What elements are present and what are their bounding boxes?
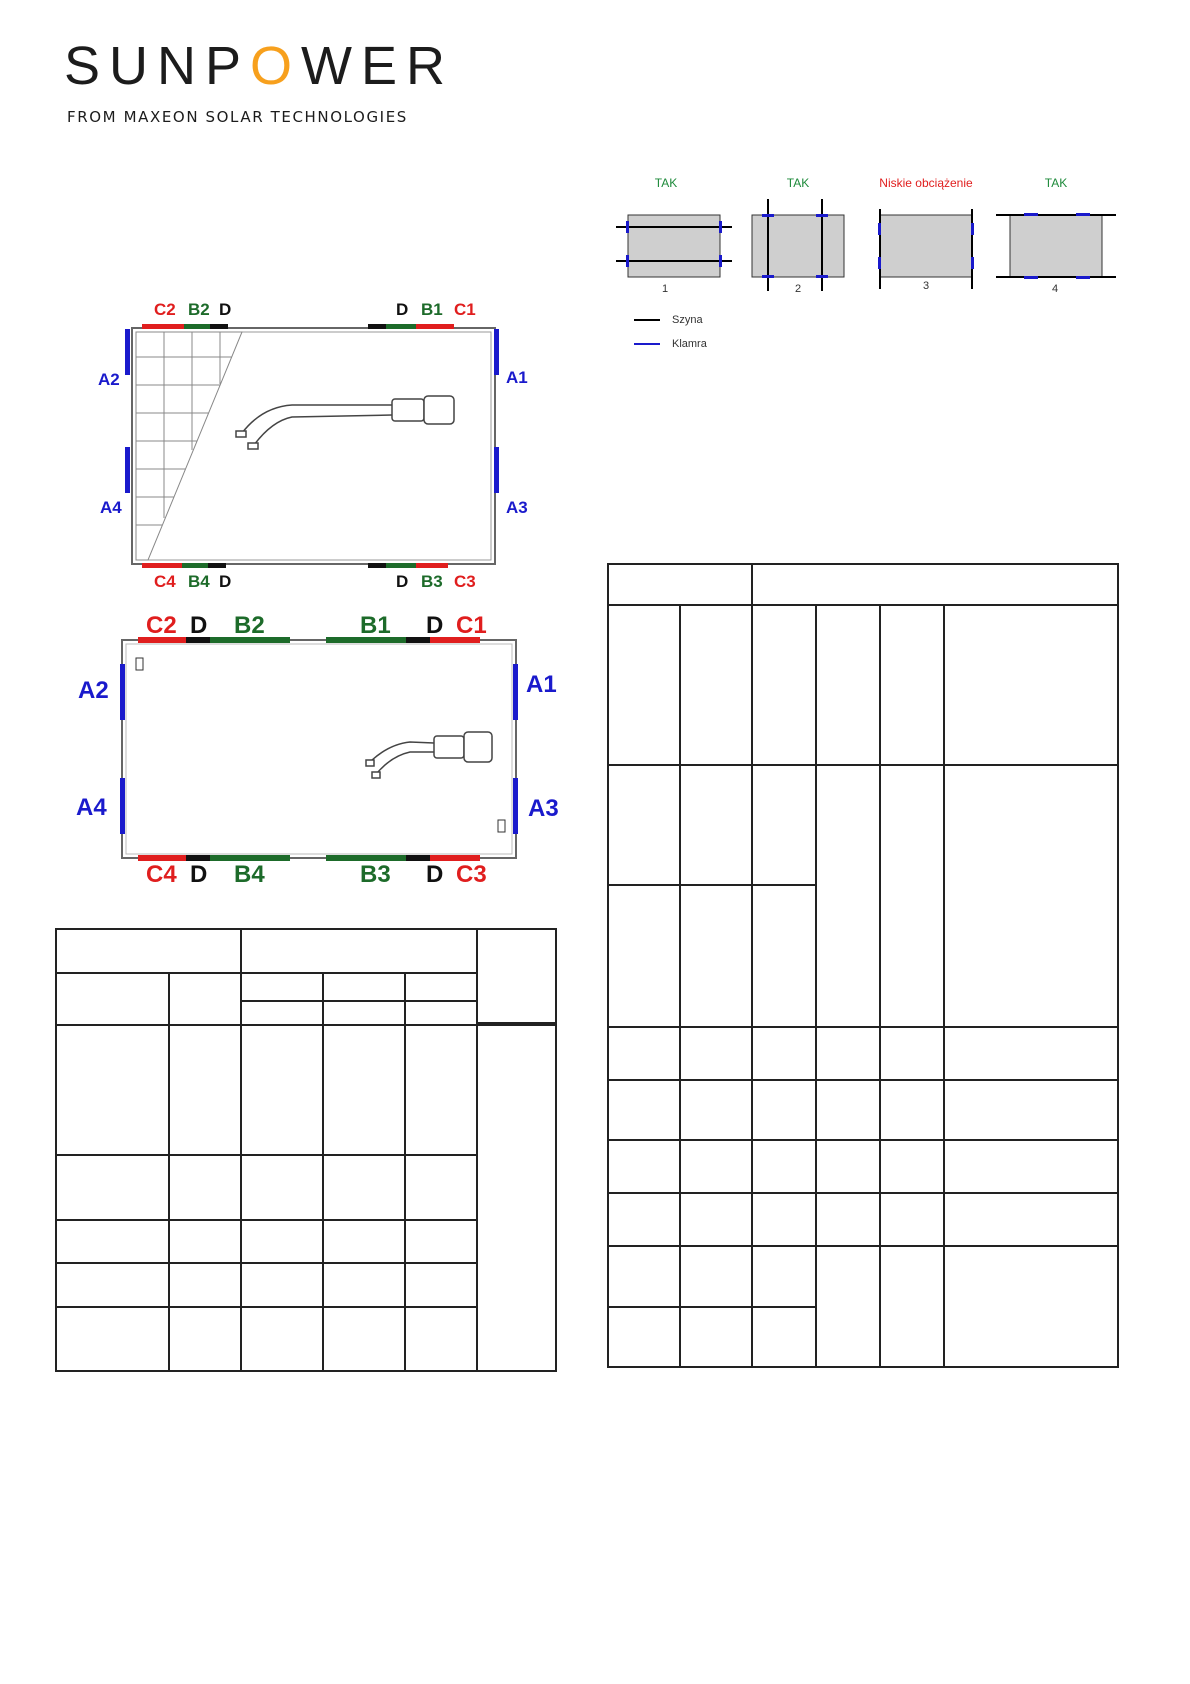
table-cell: [608, 605, 680, 765]
brand-logo: SUNPOWER: [64, 36, 455, 96]
table-cell: [405, 1155, 477, 1220]
clamp-zone-d: [210, 324, 228, 329]
panel-frame: [132, 328, 495, 564]
table-cell: [169, 1220, 241, 1263]
table-cell: [944, 1027, 1118, 1080]
option-label-1: TAK: [654, 176, 678, 190]
table-cell: [323, 1263, 405, 1307]
table-cell: [405, 1025, 477, 1155]
label-b4: B4: [234, 861, 265, 885]
table-cell: [752, 564, 1118, 605]
clamp-zone-c3: [416, 563, 448, 568]
panel-diagram-small: [92, 295, 562, 590]
table-cell: [608, 1140, 680, 1193]
label-a1: A1: [526, 671, 557, 698]
table-cell: [405, 1001, 477, 1025]
table-cell: [944, 1140, 1118, 1193]
table-cell: [405, 1307, 477, 1371]
table-cell: [608, 564, 752, 605]
table-cell: [880, 1140, 944, 1193]
table-cell: [608, 1246, 680, 1307]
table-cell: [680, 765, 752, 885]
option-3-clamp: [878, 257, 881, 269]
table-cell: [241, 1220, 323, 1263]
table-cell: [816, 605, 880, 765]
table-cell: [752, 1193, 816, 1246]
table-cell: [323, 1001, 405, 1025]
clamp-zone-c1: [416, 324, 454, 329]
table-cell: [323, 1220, 405, 1263]
label-d: D: [219, 572, 232, 590]
clamp-zone-a3: [513, 778, 518, 834]
table-cell: [944, 1193, 1118, 1246]
label-d: D: [426, 861, 444, 885]
table-cell: [880, 605, 944, 765]
table-cell: [752, 885, 816, 1027]
table-cell: [880, 1246, 944, 1367]
table-cell: [880, 1080, 944, 1140]
table-cell: [752, 1140, 816, 1193]
clamp-zone-d: [208, 563, 226, 568]
table-cell: [169, 1307, 241, 1371]
table-cell: [680, 1027, 752, 1080]
label-c4: C4: [146, 861, 177, 885]
option-4-clamp: [1024, 276, 1038, 279]
table-cell: [405, 973, 477, 1001]
label-b1: B1: [360, 612, 391, 639]
frame-label: [136, 658, 143, 670]
option-1-clamp: [626, 221, 629, 233]
mounting-options-diagram: [600, 175, 1120, 355]
clamp-zone-d: [368, 324, 386, 329]
clamp-zone-c2: [142, 324, 184, 329]
option-1-module: [628, 215, 720, 277]
brand-tagline: FROM MAXEON SOLAR TECHNOLOGIES: [67, 108, 408, 126]
table-cell: [944, 765, 1118, 1027]
label-c2: C2: [154, 300, 176, 319]
table-cell: [608, 1080, 680, 1140]
option-1-clamp: [626, 255, 629, 267]
clamp-zone-c4: [142, 563, 182, 568]
option-3-clamp: [971, 257, 974, 269]
table-cell: [680, 1080, 752, 1140]
label-c3: C3: [454, 572, 476, 590]
legend-label-rail: Szyna: [672, 314, 703, 326]
label-c4: C4: [154, 572, 176, 590]
table-cell: [608, 885, 680, 1027]
table-cell: [56, 1155, 169, 1220]
clamp-zone-b3: [386, 563, 416, 568]
label-a3: A3: [506, 498, 528, 517]
clamp-zone-b1: [386, 324, 416, 329]
table-cell: [405, 1220, 477, 1263]
option-label-3: Niskie obciążenie: [879, 176, 973, 190]
clamp-zone-d: [368, 563, 386, 568]
table-cell: [752, 1246, 816, 1307]
table-cell: [816, 1193, 880, 1246]
table-cell: [169, 1263, 241, 1307]
table-cell: [944, 1080, 1118, 1140]
label-b2: B2: [188, 300, 210, 319]
table-cell: [680, 1307, 752, 1367]
clamp-zone-a4: [120, 778, 125, 834]
table-cell: [680, 1140, 752, 1193]
clamp-zone-a3: [494, 447, 499, 493]
option-1-clamp: [719, 255, 722, 267]
panel-diagram-large: [70, 610, 570, 885]
option-2-clamp: [816, 275, 828, 278]
label-b4: B4: [188, 572, 210, 590]
option-4-clamp: [1024, 213, 1038, 216]
option-label-4: TAK: [1044, 176, 1068, 190]
clamp-zone-a2: [120, 664, 125, 720]
option-3-module: [880, 215, 972, 277]
table-cell: [169, 1155, 241, 1220]
table-cell: [241, 1263, 323, 1307]
table-cell: [241, 1001, 323, 1025]
label-b3: B3: [360, 861, 391, 885]
table-cell: [816, 1246, 880, 1367]
table-cell: [608, 765, 680, 885]
label-c2: C2: [146, 612, 177, 639]
table-cell: [680, 885, 752, 1027]
option-3-clamp: [878, 223, 881, 235]
table-cell: [880, 1193, 944, 1246]
label-d: D: [219, 300, 232, 319]
table-cell: [477, 929, 556, 1023]
table-cell: [56, 1220, 169, 1263]
load-table-left: [55, 928, 557, 1372]
label-a1: A1: [506, 368, 528, 387]
table-cell: [752, 765, 816, 885]
table-cell: [323, 973, 405, 1001]
table-cell: [880, 1027, 944, 1080]
label-a2: A2: [78, 677, 109, 704]
table-cell: [241, 973, 323, 1001]
brand-logo-o: O: [250, 36, 302, 96]
option-number-1: 1: [662, 283, 669, 295]
table-cell: [752, 1080, 816, 1140]
label-c3: C3: [456, 861, 487, 885]
table-cell: [56, 1263, 169, 1307]
label-d: D: [190, 612, 208, 639]
table-cell: [323, 1155, 405, 1220]
label-a4: A4: [76, 794, 107, 821]
table-cell: [752, 605, 816, 765]
table-cell: [816, 765, 880, 1027]
clamp-zone-b2: [184, 324, 210, 329]
table-cell: [680, 605, 752, 765]
table-cell: [323, 1025, 405, 1155]
option-2-module: [752, 215, 844, 277]
table-cell: [169, 973, 241, 1025]
option-2-clamp: [762, 275, 774, 278]
table-cell: [752, 1307, 816, 1367]
option-number-3: 3: [923, 280, 930, 292]
load-table-right: [607, 563, 1119, 1368]
table-cell: [608, 1027, 680, 1080]
label-b1: B1: [421, 300, 443, 319]
table-cell: [944, 605, 1118, 765]
table-cell: [880, 765, 944, 1027]
legend-label-clamp: Klamra: [672, 338, 707, 350]
option-3-clamp: [971, 223, 974, 235]
clamp-zone-b4: [182, 563, 208, 568]
frame-label: [498, 820, 505, 832]
clamp-zone-a1: [513, 664, 518, 720]
label-a3: A3: [528, 795, 559, 822]
table-cell: [56, 1307, 169, 1371]
table-cell: [323, 1307, 405, 1371]
label-b3: B3: [421, 572, 443, 590]
table-cell: [56, 929, 241, 973]
clamp-zone-a1: [494, 329, 499, 375]
label-c1: C1: [454, 300, 476, 319]
option-4-module: [1010, 215, 1102, 277]
table-cell: [241, 1307, 323, 1371]
clamp-zone-a2: [125, 329, 130, 375]
table-cell: [680, 1246, 752, 1307]
table-cell: [816, 1080, 880, 1140]
label-d: D: [396, 572, 409, 590]
table-cell: [56, 1025, 169, 1155]
label-d: D: [426, 612, 444, 639]
option-1-clamp: [719, 221, 722, 233]
table-cell: [169, 1025, 241, 1155]
table-cell: [816, 1027, 880, 1080]
label-a4: A4: [100, 498, 122, 517]
table-cell: [608, 1307, 680, 1367]
option-label-2: TAK: [786, 176, 810, 190]
table-cell: [608, 1193, 680, 1246]
table-cell: [405, 1263, 477, 1307]
label-d: D: [190, 861, 208, 885]
table-cell: [241, 1155, 323, 1220]
option-2-clamp: [762, 214, 774, 217]
table-cell: [56, 973, 169, 1025]
table-cell: [477, 1025, 556, 1371]
option-2-clamp: [816, 214, 828, 217]
label-d: D: [396, 300, 409, 319]
table-cell: [944, 1246, 1118, 1367]
clamp-zone-a4: [125, 447, 130, 493]
label-a2: A2: [98, 370, 120, 389]
table-cell: [816, 1140, 880, 1193]
table-cell: [241, 1025, 323, 1155]
option-4-clamp: [1076, 276, 1090, 279]
option-number-4: 4: [1052, 283, 1059, 295]
option-number-2: 2: [795, 283, 802, 295]
option-4-clamp: [1076, 213, 1090, 216]
table-cell: [680, 1193, 752, 1246]
table-cell: [752, 1027, 816, 1080]
table-cell: [241, 929, 477, 973]
label-b2: B2: [234, 612, 265, 639]
label-c1: C1: [456, 612, 487, 639]
